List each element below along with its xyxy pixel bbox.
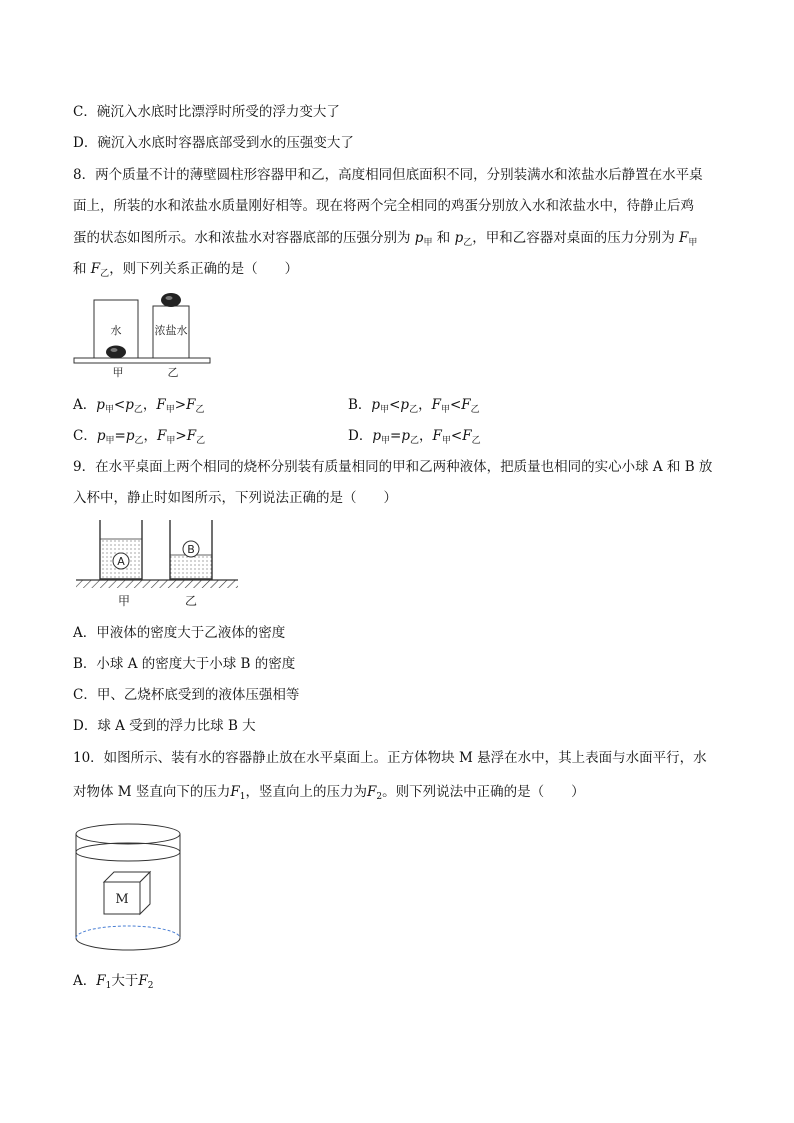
label-yi: 乙	[184, 594, 198, 608]
relation: <	[389, 397, 401, 413]
q8-figure-containers	[70, 288, 215, 380]
subscript-jia: 甲	[166, 436, 176, 446]
egg-sunk	[106, 346, 126, 359]
subscript-yi: 乙	[470, 405, 480, 415]
subscript-yi: 乙	[133, 405, 143, 415]
egg-floating	[161, 293, 181, 307]
q10-stem-line-2	[73, 783, 585, 806]
q7-option-c: C．碗沉入水底时比漂浮时所受的浮力变大了	[73, 104, 340, 120]
subscript-yi: 乙	[409, 436, 419, 446]
cube-label: M	[115, 892, 129, 907]
q8-option-d: D．$p_甲=p_乙$，$F_甲<F_乙$	[348, 428, 481, 446]
label-yi: 乙	[167, 366, 179, 379]
symbol-p: p	[371, 397, 381, 413]
symbol-p: p	[125, 397, 134, 413]
subscript-jia: 甲	[104, 405, 114, 415]
relation: =	[114, 428, 126, 444]
q8-option-c: C．$p_甲=p_乙$，$F_甲>F_乙$	[73, 428, 206, 446]
subscript-yi: 乙	[196, 436, 206, 446]
q8-stem-text: 蛋的状态如图所示。水和浓盐水对容器底部的压强分别为	[73, 230, 411, 246]
q7-option-d: D．碗沉入水底时容器底部受到水的压强变大了	[73, 135, 354, 151]
symbol-F: F	[186, 428, 197, 444]
relation: <	[113, 397, 126, 413]
subscript-1: 1	[239, 792, 246, 802]
subscript-yi: 乙	[463, 238, 473, 248]
ball-b-label: B	[187, 543, 195, 556]
q8-stem-line-4	[73, 260, 298, 283]
symbol-F: F	[186, 397, 196, 413]
subscript-jia: 甲	[105, 436, 115, 446]
subscript-jia: 甲	[423, 238, 433, 248]
table-surface	[74, 358, 210, 363]
option-text: 大于	[111, 973, 139, 989]
subscript-jia: 甲	[440, 405, 450, 415]
label-jia: 甲	[117, 594, 131, 608]
ball-a-label: A	[117, 555, 125, 568]
relation: =	[390, 428, 402, 444]
symbol-p: p	[414, 230, 424, 246]
q10-stem-text: 对物体 M 竖直向下的压力	[73, 784, 231, 800]
symbol-p: p	[400, 397, 410, 413]
option-letter: A．	[73, 397, 97, 413]
subscript-2: 2	[147, 981, 154, 991]
symbol-F: F	[157, 428, 167, 444]
q8-stem-text: ，甲和乙容器对桌面的压力分别为	[472, 230, 675, 246]
subscript-yi: 乙	[471, 436, 481, 446]
table-hatch	[76, 580, 238, 588]
q9-option-d: D．球 A 受到的浮力比球 B 大	[73, 718, 256, 734]
symbol-p: p	[125, 428, 135, 444]
subscript-jia: 甲	[165, 405, 175, 415]
q9-stem-line-1: 9．在水平桌面上两个相同的烧杯分别装有质量相同的甲和乙两种液体，把质量也相同的实心小球 A 和 B 放	[73, 459, 713, 475]
q10-stem-text: 。则下列说法中正确的是（ ）	[382, 784, 585, 800]
symbol-F: F	[432, 428, 442, 444]
symbol-F: F	[156, 397, 166, 413]
q8-stem-line-3	[73, 229, 697, 252]
subscript-yi: 乙	[100, 269, 110, 279]
symbol-p: p	[454, 230, 464, 246]
q8-stem-text: 和	[436, 230, 451, 246]
subscript-jia: 甲	[688, 238, 698, 248]
q10-stem-line-1: 10．如图所示、装有水的容器静止放在水平桌面上。正方体物块 M 悬浮在水中，其上表面与水面平行，水	[73, 750, 707, 766]
q10-option-a	[73, 972, 153, 995]
q8-option-a: A．$p_甲<p_乙$，$F_甲>F_乙$	[73, 397, 205, 415]
symbol-F: F	[96, 973, 106, 989]
symbol-F: F	[461, 397, 471, 413]
relation: <	[450, 428, 463, 444]
q10-figure-container	[72, 822, 184, 962]
q10-stem-text: ，竖直向上的压力为	[245, 784, 368, 800]
label-water: 水	[110, 324, 122, 337]
container-bottom-back	[76, 926, 180, 938]
symbol-F: F	[367, 784, 377, 800]
q9-figure-beakers	[70, 516, 245, 610]
symbol-p: p	[372, 428, 381, 444]
q8-stem-text: 和	[73, 261, 87, 277]
relation: >	[174, 397, 187, 413]
subscript-yi: 乙	[134, 436, 144, 446]
symbol-F: F	[230, 784, 240, 800]
symbol-F: F	[462, 428, 472, 444]
container-bottom-front	[76, 938, 180, 950]
q8-option-b: B．$p_甲<p_乙$，$F_甲<F_乙$	[348, 397, 480, 415]
subscript-jia: 甲	[380, 436, 390, 446]
water-surface	[76, 843, 180, 861]
symbol-F: F	[138, 973, 148, 989]
container-top-rim	[76, 824, 180, 844]
q9-stem-line-2: 入杯中，静止时如图所示，下列说法正确的是（ ）	[73, 490, 397, 506]
q8-stem-line-2: 面上，所装的水和浓盐水质量刚好相等。现在将两个完全相同的鸡蛋分别放入水和浓盐水中，待静止后鸡	[73, 198, 694, 214]
option-letter: B．	[348, 397, 372, 413]
symbol-F: F	[679, 230, 689, 246]
subscript-2: 2	[376, 792, 383, 802]
option-letter: D．	[348, 428, 373, 444]
liquid-yi	[170, 555, 212, 579]
label-jia: 甲	[112, 366, 124, 379]
subscript-jia: 甲	[441, 436, 451, 446]
option-letter: A．	[73, 973, 97, 989]
subscript-1: 1	[105, 981, 112, 991]
q8-stem-text: ，则下列关系正确的是（ ）	[109, 261, 299, 277]
option-letter: C．	[73, 428, 97, 444]
relation: >	[175, 428, 187, 444]
symbol-F: F	[431, 397, 441, 413]
subscript-yi: 乙	[409, 405, 419, 415]
symbol-p: p	[401, 428, 410, 444]
subscript-jia: 甲	[380, 405, 390, 415]
q9-option-a: A．甲液体的密度大于乙液体的密度	[73, 625, 286, 641]
q8-stem-line-1: 8．两个质量不计的薄壁圆柱形容器甲和乙，高度相同但底面积不同，分别装满水和浓盐水后静置在水平桌	[73, 167, 703, 183]
symbol-F: F	[90, 261, 101, 277]
subscript-yi: 乙	[195, 405, 205, 415]
label-brine: 浓盐水	[154, 324, 188, 337]
q9-option-c: C．甲、乙烧杯底受到的液体压强相等	[73, 687, 300, 703]
symbol-p: p	[96, 428, 106, 444]
symbol-p: p	[96, 397, 105, 413]
relation: <	[449, 397, 462, 413]
q9-option-b: B．小球 A 的密度大于小球 B 的密度	[73, 656, 296, 672]
